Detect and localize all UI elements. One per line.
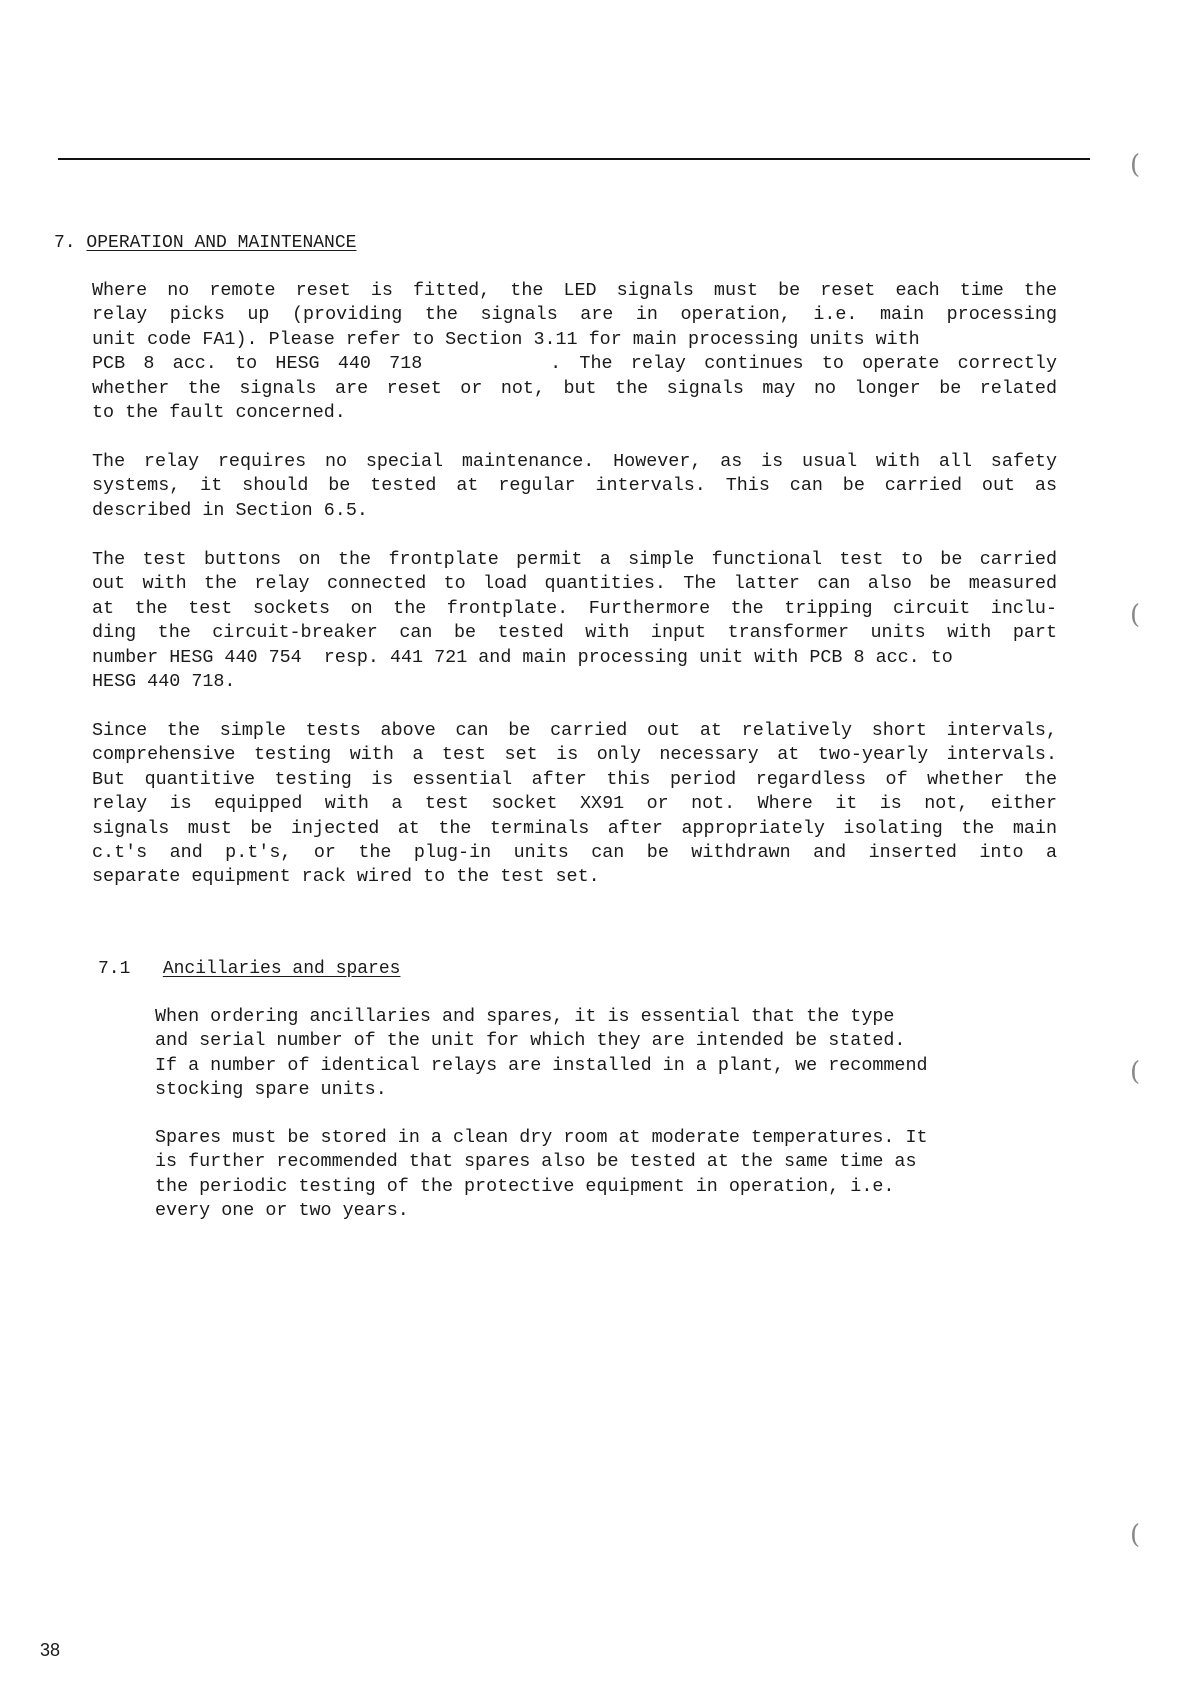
- page-number: 38: [40, 1640, 61, 1660]
- binding-hole-mark: (: [1130, 1520, 1141, 1550]
- text-line: out with the relay connected to load quantities. The latter can also be measured: [92, 573, 1057, 595]
- subsection-heading: [98, 957, 400, 981]
- text-line: HESG 440 718.: [92, 671, 236, 693]
- text-line: If a number of identical relays are installed in a plant, we recommend: [155, 1054, 928, 1076]
- text-line: comprehensive testing with a test set is only necessary at two-yearly intervals.: [92, 744, 1057, 766]
- header-rule: [58, 158, 1090, 160]
- text-line: at the test sockets on the frontplate. Furthermore the tripping circuit inclu-: [92, 597, 1057, 619]
- text-line: relay picks up (providing the signals are in operation, i.e. main processing: [92, 304, 1057, 326]
- binding-hole-mark: (: [1130, 150, 1141, 180]
- text-line: whether the signals are reset or not, but the signals may no longer be related: [92, 377, 1057, 399]
- text-line: But quantitive testing is essential after this period regardless of whether the: [92, 768, 1057, 790]
- section-title: OPERATION AND MAINTENANCE: [86, 233, 357, 253]
- subsection-paragraph-2: [155, 1126, 1015, 1224]
- text-line: unit code FA1). Please refer to Section 3.11 for main processing units with: [92, 328, 920, 350]
- section-paragraph-2: [92, 450, 1057, 523]
- text-line: separate equipment rack wired to the test set.: [92, 866, 600, 888]
- section-heading: [54, 231, 356, 255]
- text-line: described in Section 6.5.: [92, 499, 368, 521]
- text-line: relay is equipped with a test socket XX91 or not. Where it is not, either: [92, 793, 1057, 815]
- text-line: is further recommended that spares also be tested at the same time as: [155, 1151, 917, 1173]
- subsection-title: Ancillaries and spares: [162, 959, 401, 979]
- text-line: c.t's and p.t's, or the plug-in units can be withdrawn and inserted into a: [92, 842, 1057, 864]
- section-paragraph-4: [92, 719, 1057, 890]
- text-line: The relay requires no special maintenance. However, as is usual with all safety: [92, 451, 1057, 472]
- text-line: signals must be injected at the terminals after appropriately isolating the main: [92, 817, 1057, 839]
- section-paragraph-1: [92, 279, 1057, 425]
- section-number: 7.: [54, 233, 76, 253]
- text-line: to the fault concerned.: [92, 402, 346, 424]
- text-line: Since the simple tests above can be carried out at relatively short intervals,: [92, 720, 1057, 741]
- text-line: PCB 8 acc. to HESG 440 718 . The relay continues to operate correctly: [92, 353, 1057, 375]
- text-line: the periodic testing of the protective equipment in operation, i.e.: [155, 1175, 895, 1197]
- section-paragraph-3: [92, 548, 1057, 694]
- text-line: number HESG 440 754 resp. 441 721 and main processing unit with PCB 8 acc. to: [92, 646, 953, 668]
- text-line: When ordering ancillaries and spares, it is essential that the type: [155, 1006, 895, 1027]
- text-line: Spares must be stored in a clean dry room at moderate temperatures. It: [155, 1127, 928, 1148]
- text-line: The test buttons on the frontplate permit a simple functional test to be carried: [92, 549, 1057, 570]
- text-line: and serial number of the unit for which they are intended be stated.: [155, 1030, 906, 1052]
- text-line: Where no remote reset is fitted, the LED signals must be reset each time the: [92, 280, 1057, 301]
- subsection-number: 7.1: [98, 959, 131, 979]
- text-line: every one or two years.: [155, 1200, 409, 1222]
- subsection-paragraph-1: [155, 1005, 1015, 1103]
- binding-hole-mark: (: [1130, 1057, 1141, 1087]
- binding-hole-mark: (: [1130, 600, 1141, 630]
- text-line: ding the circuit-breaker can be tested with input transformer units with part: [92, 622, 1057, 644]
- text-line: systems, it should be tested at regular intervals. This can be carried out as: [92, 475, 1057, 497]
- text-line: stocking spare units.: [155, 1079, 387, 1101]
